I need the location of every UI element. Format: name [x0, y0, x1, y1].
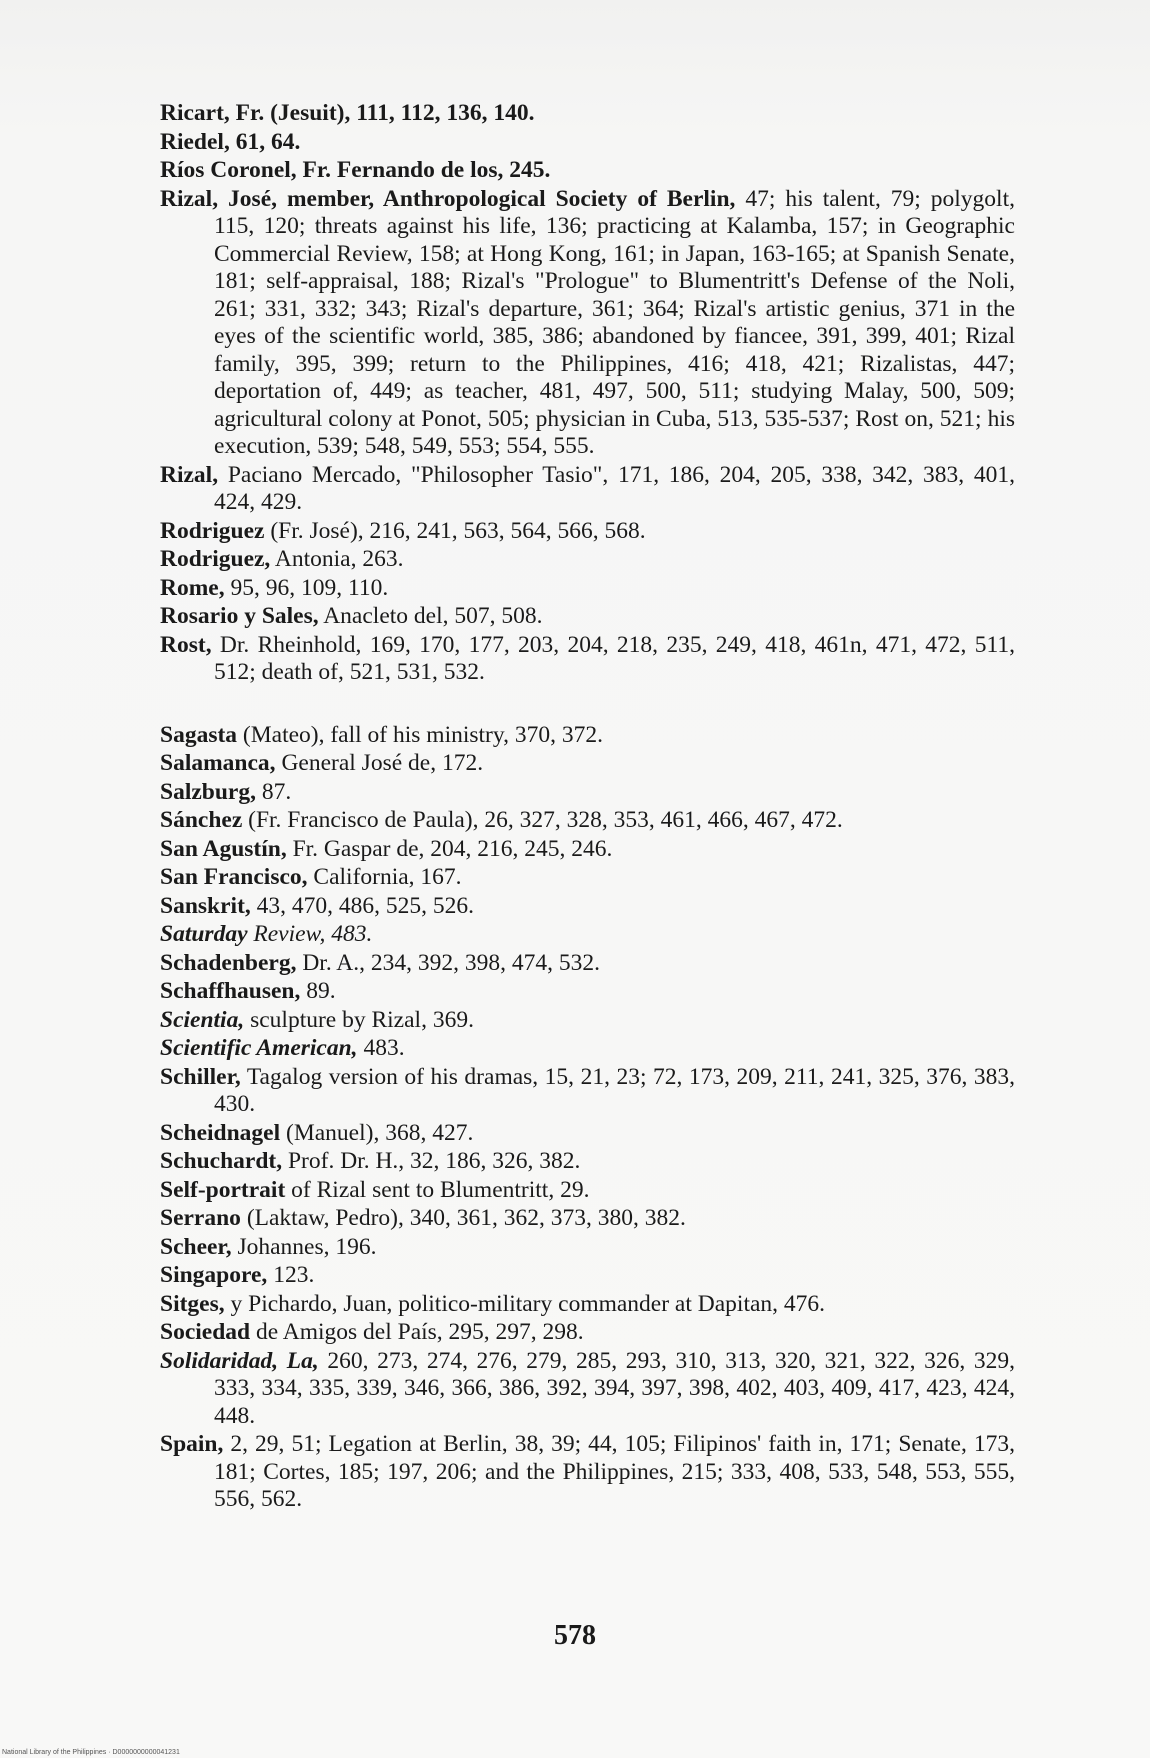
index-entry: [160, 921, 1015, 949]
index-entry: [160, 1120, 1015, 1148]
entry-heading: Rodriguez: [160, 517, 265, 544]
entry-heading: Rost,: [160, 631, 212, 658]
entry-references: 123.: [267, 1262, 315, 1288]
entry-references: California, 167.: [307, 864, 462, 890]
entry-references: Review, 483.: [247, 921, 373, 947]
entry-references: 87.: [255, 778, 292, 805]
entry-references: Tagalog version of his dramas, 15, 21, 23; 72, 173, 209, 211, 241, 325, 376, 383, 430.: [214, 1063, 1015, 1117]
entry-heading: Rome,: [160, 574, 225, 601]
index-entry: [160, 1007, 1015, 1035]
index-entry: [160, 1291, 1015, 1319]
entry-references: (Laktaw, Pedro), 340, 361, 362, 373, 380, 382.: [240, 1205, 686, 1231]
entry-references: (Fr. Francisco de Paula), 26, 327, 328, 353, 461, 466, 467, 472.: [242, 807, 843, 833]
index-entry: [160, 950, 1015, 978]
entry-references: Dr. A., 234, 392, 398, 474, 532.: [296, 949, 601, 976]
entry-heading: Sociedad: [160, 1319, 251, 1345]
entry-references: Dr. Rheinhold, 169, 170, 177, 203, 204, 218, 235, 249, 418, 461n, 471, 472, 511, 512; death of, 521, 531, 532.: [211, 631, 1015, 685]
entry-references: de Amigos del País, 295, 297, 298.: [250, 1319, 584, 1345]
index-entry: [160, 1348, 1015, 1431]
index-entry: [160, 807, 1015, 835]
entry-heading: Ríos Coronel, Fr. Fernando de los, 245.: [160, 157, 551, 183]
index-section-s: [160, 722, 1015, 1514]
index-entry: [160, 1064, 1015, 1119]
entry-heading: Sitges,: [160, 1290, 225, 1317]
entry-references: 47; his talent, 79; polygolt, 115, 120; threats against his life, 136; practicing at Kalamba, 157; in Geographic Commercial Review, 158; at Hong Kong, 161; in Japan, 163-165; at Spanish Senate, 181; self-appraisal, 188; Rizal's "Prologue" to Blumentritt's Defense of the Noli, 261; 331, 332; 343; Rizal's departure, 361; 364; Rizal's artistic genius, 371 in the eyes of the scientific world, 385, 386; abandoned by fiancee, 391, 399, 401; Rizal family, 395, 399; return to the Philippines, 416; 418, 421; Rizalistas, 447; deportation of, 449; as teacher, 481, 497, 500, 511; studying Malay, 500, 509; agricultural colony at Ponot, 505; physician in Cuba, 513, 535-537; Rost on, 521; his execution, 539; 548, 549, 553; 554, 555.: [214, 185, 1015, 459]
scan-credit: National Library of the Philippines · D0000000000041231: [2, 1749, 180, 1756]
index-entry: [160, 546, 1015, 574]
index-entry: [160, 1177, 1015, 1205]
entry-references: Paciano Mercado, "Philosopher Tasio", 171, 186, 204, 205, 338, 342, 383, 401, 424, 429.: [214, 461, 1015, 515]
index-section-r: [160, 100, 1015, 687]
entry-heading: Solidaridad, La,: [160, 1347, 319, 1374]
entry-heading: Riedel, 61, 64.: [160, 128, 301, 155]
entry-heading: San Agustín,: [160, 835, 287, 862]
entry-heading: Rosario y Sales,: [160, 603, 319, 629]
entry-references: General José de, 172.: [275, 750, 484, 776]
entry-references: Prof. Dr. H., 32, 186, 326, 382.: [282, 1148, 581, 1174]
index-column: [160, 100, 1015, 1515]
index-entry: [160, 779, 1015, 807]
index-entry: [160, 157, 1015, 185]
index-entry: [160, 978, 1015, 1006]
index-entry: [160, 893, 1015, 921]
entry-references: (Manuel), 368, 427.: [280, 1119, 474, 1146]
index-entry: [160, 575, 1015, 603]
index-entry: [160, 100, 1015, 128]
entry-heading: Scheer,: [160, 1233, 232, 1260]
index-entry: [160, 186, 1015, 461]
entry-heading: Scientia,: [160, 1006, 245, 1033]
index-entry: [160, 1148, 1015, 1176]
entry-heading: Schiller,: [160, 1063, 241, 1090]
index-entry: [160, 722, 1015, 750]
entry-references: 89.: [300, 978, 336, 1004]
entry-references: (Mateo), fall of his ministry, 370, 372.: [237, 721, 603, 748]
entry-references: 260, 273, 274, 276, 279, 285, 293, 310, 313, 320, 321, 322, 326, 329, 333, 334, 335, 339, 346, 366, 386, 392, 394, 397, 398, 402, 403, 409, 417, 423, 424, 448.: [214, 1347, 1015, 1429]
index-entry: [160, 864, 1015, 892]
entry-heading: Scheidnagel: [160, 1119, 281, 1146]
entry-heading: Rizal, José, member, Anthropological Society of Berlin,: [160, 185, 736, 212]
entry-references: of Rizal sent to Blumentritt, 29.: [285, 1176, 590, 1203]
entry-heading: Spain,: [160, 1431, 224, 1457]
index-entry: [160, 518, 1015, 546]
entry-references: 43, 470, 486, 525, 526.: [250, 892, 475, 919]
entry-references: 2, 29, 51; Legation at Berlin, 38, 39; 44, 105; Filipinos' faith in, 171; Senate, 173, 181; Cortes, 185; 197, 206; and the Philippines, 215; 333, 408, 533, 548, 553, 555, 556, 562.: [214, 1431, 1015, 1512]
page-number: 578: [554, 1620, 596, 1651]
entry-references: Anacleto del, 507, 508.: [318, 603, 543, 629]
entry-heading: San Francisco,: [160, 864, 308, 890]
section-gap: [160, 688, 1015, 722]
entry-heading: Rizal,: [160, 461, 219, 488]
index-entry: [160, 750, 1015, 778]
index-entry: [160, 632, 1015, 687]
entry-heading: Salzburg,: [160, 778, 256, 805]
entry-heading: Salamanca,: [160, 750, 276, 776]
entry-heading: Schadenberg,: [160, 949, 297, 976]
entry-heading: Self-portrait: [160, 1176, 286, 1203]
entry-references: (Fr. José), 216, 241, 563, 564, 566, 568.: [264, 517, 646, 544]
entry-references: Antonia, 263.: [270, 546, 404, 572]
index-entry: [160, 129, 1015, 157]
index-entry: [160, 1234, 1015, 1262]
entry-heading: Saturday: [160, 921, 248, 947]
entry-heading: Sánchez: [160, 807, 243, 833]
entry-heading: Scientific American,: [160, 1035, 358, 1061]
entry-heading: Schaffhausen,: [160, 978, 301, 1004]
entry-heading: Sagasta: [160, 721, 238, 748]
index-entry: [160, 462, 1015, 517]
entry-heading: Sanskrit,: [160, 892, 251, 919]
entry-references: 483.: [357, 1035, 405, 1061]
entry-heading: Ricart, Fr. (Jesuit), 111, 112, 136, 140.: [160, 100, 535, 126]
index-entry: [160, 1035, 1015, 1063]
entry-references: y Pichardo, Juan, politico-military commander at Dapitan, 476.: [224, 1290, 826, 1317]
index-entry: [160, 836, 1015, 864]
entry-heading: Serrano: [160, 1205, 241, 1231]
entry-heading: Singapore,: [160, 1262, 268, 1288]
entry-references: Fr. Gaspar de, 204, 216, 245, 246.: [286, 835, 613, 862]
entry-heading: Rodriguez,: [160, 546, 271, 572]
entry-references: Johannes, 196.: [231, 1233, 377, 1260]
index-entry: [160, 603, 1015, 631]
entry-references: 95, 96, 109, 110.: [224, 574, 389, 601]
index-entry: [160, 1205, 1015, 1233]
entry-references: sculpture by Rizal, 369.: [244, 1006, 474, 1033]
index-entry: [160, 1431, 1015, 1514]
entry-heading: Schuchardt,: [160, 1148, 283, 1174]
index-entry: [160, 1262, 1015, 1290]
index-entry: [160, 1319, 1015, 1347]
